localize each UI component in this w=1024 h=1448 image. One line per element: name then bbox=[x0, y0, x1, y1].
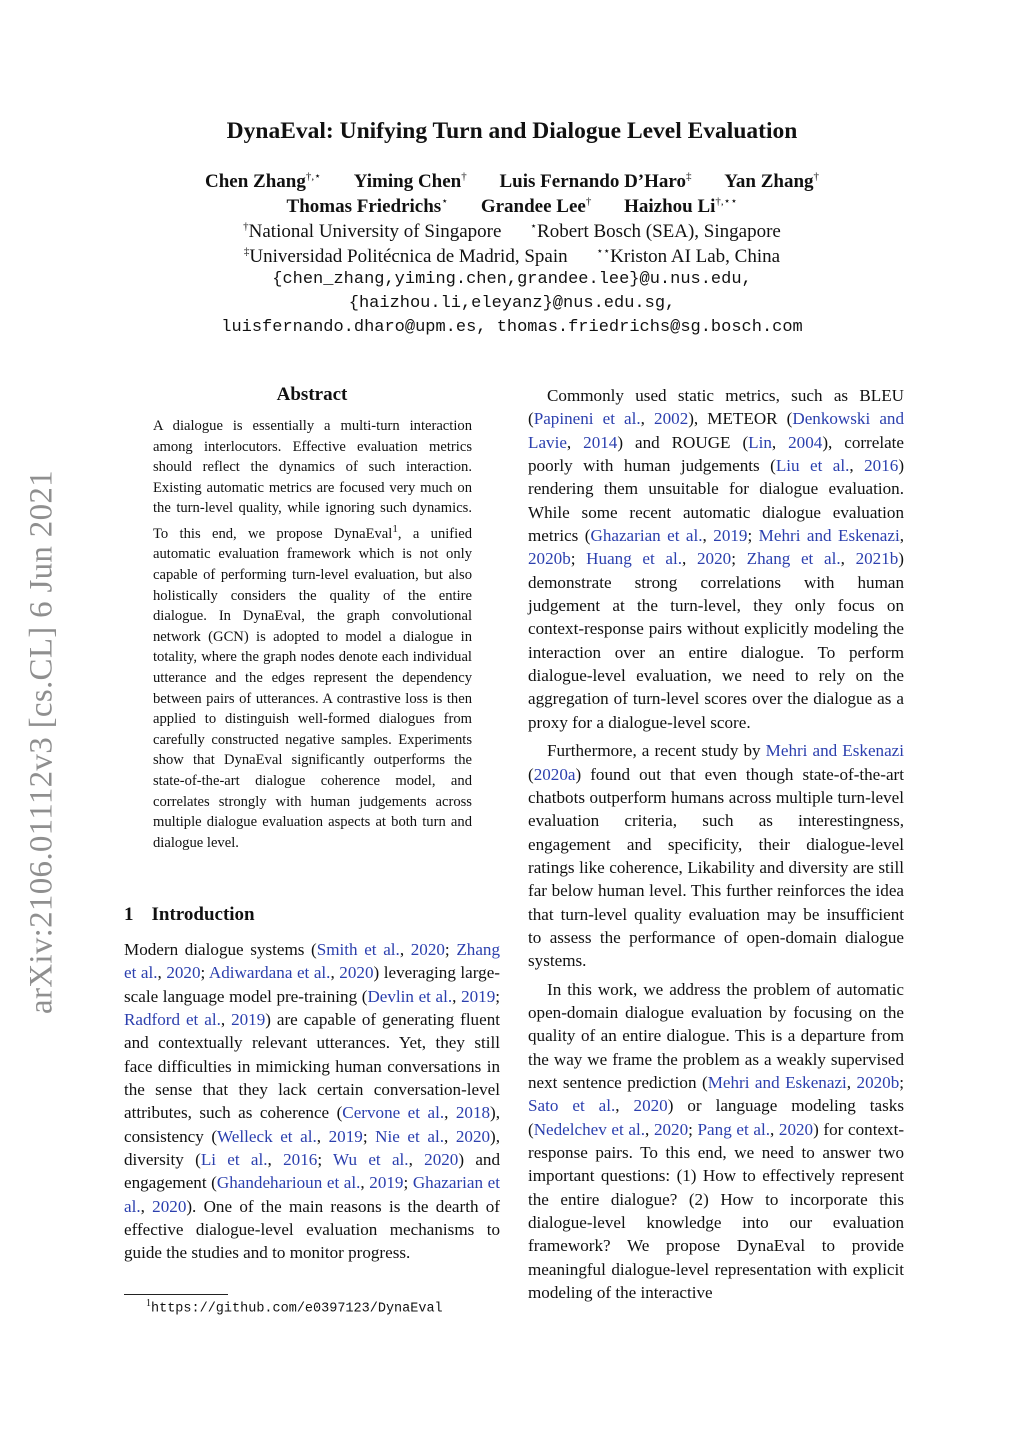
affiliation-row-2 bbox=[0, 245, 1024, 268]
citation-link[interactable]: 2004 bbox=[788, 432, 823, 452]
footnote-marker[interactable]: 1 bbox=[392, 522, 398, 535]
citation-link[interactable]: Zhang et al. bbox=[124, 940, 500, 983]
citation-link[interactable]: Smith et al. bbox=[316, 940, 400, 959]
citation-link[interactable]: Mehri and Eskenazi bbox=[758, 526, 900, 546]
citation-link[interactable]: Li et al. bbox=[200, 1150, 268, 1170]
abstract-heading: Abstract bbox=[276, 384, 348, 405]
citation-link[interactable]: Ghazarian et al. bbox=[590, 526, 703, 546]
author: Haizhou Li†,⋆⋆ bbox=[624, 196, 738, 218]
citation-link[interactable]: 2019 bbox=[713, 526, 748, 546]
citation-link[interactable]: Zhang et al. bbox=[746, 549, 841, 569]
email-line: {haizhou.li,eleyanz}@nus.edu.sg, bbox=[348, 294, 676, 313]
citation-link[interactable]: 2019 bbox=[231, 1010, 266, 1030]
arxiv-identifier: arXiv:2106.01112v3 [cs.CL] 6 Jun 2021 bbox=[23, 470, 60, 1014]
citation-link[interactable]: Mehri and Eskenazi bbox=[765, 741, 904, 761]
citation-link[interactable]: Welleck et al. bbox=[217, 1126, 317, 1146]
citation-link[interactable]: 2020 bbox=[339, 963, 374, 983]
citation-link[interactable]: Wu et al. bbox=[333, 1150, 409, 1170]
footnote-url[interactable]: https://github.com/e0397123/DynaEval bbox=[151, 1301, 443, 1317]
citation-link[interactable]: Papineni et al. bbox=[533, 409, 641, 429]
citation-link[interactable]: 2020b bbox=[856, 1072, 900, 1092]
citation-link[interactable]: Liu et al. bbox=[775, 456, 850, 476]
citation-link[interactable]: 2020 bbox=[424, 1150, 459, 1170]
section-heading: 1 Introduction bbox=[124, 904, 255, 925]
citation-link[interactable]: 2020 bbox=[166, 963, 201, 983]
citation-link[interactable]: 2021b bbox=[855, 549, 899, 569]
citation-link[interactable]: 2020 bbox=[697, 549, 732, 569]
author: Luis Fernando D’Haro‡ bbox=[499, 171, 692, 193]
citation-link[interactable]: Mehri and Eskenazi bbox=[707, 1072, 847, 1092]
footnote: $^1$https://github.com/e0397123/DynaEval bbox=[146, 1298, 443, 1317]
citation-link[interactable]: 2019 bbox=[328, 1126, 363, 1146]
citation-link[interactable]: Sato et al. bbox=[528, 1096, 616, 1116]
citation-link[interactable]: Ghandeharioun et al. bbox=[216, 1173, 361, 1193]
citation-link[interactable]: Devlin et al. bbox=[367, 986, 453, 1006]
citation-link[interactable]: Adiwardana et al. bbox=[208, 963, 331, 983]
citation-link[interactable]: Radford et al. bbox=[124, 1010, 221, 1030]
citation-link[interactable]: Lin bbox=[748, 432, 772, 452]
citation-link[interactable]: Cervone et al. bbox=[342, 1103, 445, 1123]
author: Yan Zhang† bbox=[724, 171, 820, 193]
citation-link[interactable]: 2020 bbox=[152, 1196, 187, 1216]
paper-title: DynaEval: Unifying Turn and Dialogue Level Evaluation bbox=[226, 118, 798, 144]
affiliation-row-1 bbox=[0, 220, 1024, 243]
affiliation: ⋆⋆Kriston AI Lab, China bbox=[596, 246, 781, 268]
author-row-2 bbox=[0, 195, 1024, 218]
affiliation: ‡Universidad Politécnica de Madrid, Spain bbox=[243, 246, 568, 268]
author: Grandee Lee† bbox=[480, 196, 592, 218]
affiliation: †National University of Singapore bbox=[243, 221, 502, 243]
author: Thomas Friedrichs⋆ bbox=[286, 196, 449, 218]
citation-link[interactable]: Huang et al. bbox=[586, 549, 683, 569]
citation-link[interactable]: 2018 bbox=[455, 1103, 491, 1123]
citation-link[interactable]: 2020 bbox=[410, 940, 445, 959]
citation-link[interactable]: 2020 bbox=[455, 1126, 491, 1146]
abstract-body: A dialogue is essentially a multi-turn interaction among interlocutors. Effective evaluation metrics should reflect the dynamics of such interaction. Existing automatic metrics are focused very much on the turn-level quality, while ignoring such dynamics. To this end, we propose DynaEval$^1$, a unified automatic evaluation framework which is not only capable of performing turn-level evaluation, but also holistically considers the quality of the entire dialogue. In DynaEval, the graph convolutional network (GCN) is adopted to model a dialogue in totality, where the graph nodes denote each individual utterance and the edges represent the dependency between pairs of utterances. A contrastive loss is then applied to distinguish well-formed dialogues from carefully constructed negative samples. Experiments show that DynaEval significantly outperforms the state-of-the-art dialogue coherence model, and correlates strongly with human judgements across multiple dialogue evaluation aspects at both turn and dialogue level. bbox=[153, 418, 472, 851]
right-column bbox=[528, 384, 904, 1304]
citation-link[interactable]: Nedelchev et al. bbox=[533, 1119, 646, 1139]
author-row-1 bbox=[0, 170, 1024, 193]
citation-link[interactable]: 2020 bbox=[653, 1119, 689, 1139]
affiliation: ⋆Robert Bosch (SEA), Singapore bbox=[530, 221, 781, 243]
citation-link[interactable]: Ghazarian et al. bbox=[124, 1173, 500, 1216]
citation-link[interactable]: 2014 bbox=[583, 432, 618, 452]
citation-link[interactable]: 2019 bbox=[461, 986, 496, 1006]
citation-link[interactable]: 2016 bbox=[864, 456, 899, 476]
author: Chen Zhang†,⋆ bbox=[204, 171, 321, 193]
paragraph: Furthermore, a recent study by Mehri and Eskenazi (2020a) found out that even though state-of-the-art chatbots outperform humans across multiple turn-level evaluation criteria, such as interestingness, engagement and specificity, their dialogue-level ratings like coherence, Likability and diversity are still far below human level. This further reinforces the idea that turn-level quality evaluation may be insufficient to assess the performance of open-domain dialogue systems. bbox=[528, 741, 904, 971]
intro-paragraph: Modern dialogue systems (Smith et al., 2020; Zhang et al., 2020; Adiwardana et al., 2020) leveraging large-scale language model pre-training (Devlin et al., 2019; Radford et al., 2019) are capable of generating fluent and contextually relevant utterances. Yet, they still face difficulties in mimicking human conversations in the sense that they lack certain conversation-level attributes, such as coherence (Cervone et al., 2018), consistency (Welleck et al., 2019; Nie et al., 2020), diversity (Li et al., 2016; Wu et al., 2020) and engagement (Ghandeharioun et al., 2019; Ghazarian et al., 2020). One of the main reasons is the dearth of effective dialogue-level evaluation mechanisms to guide the studies and to monitor progress. bbox=[124, 940, 501, 1263]
footnote-rule bbox=[124, 1294, 228, 1295]
citation-link[interactable]: 2002 bbox=[654, 409, 689, 429]
citation-link[interactable]: 2020 bbox=[633, 1096, 668, 1116]
citation-link[interactable]: Pang et al. bbox=[697, 1119, 770, 1139]
citation-link[interactable]: Denkowski and Lavie bbox=[528, 409, 904, 452]
citation-link[interactable]: Nie et al. bbox=[375, 1126, 444, 1146]
citation-link[interactable]: 2020a bbox=[533, 764, 576, 784]
citation-link[interactable]: 2020 bbox=[778, 1119, 814, 1139]
author: Yiming Chen† bbox=[353, 171, 467, 193]
citation-link[interactable]: 2019 bbox=[369, 1173, 404, 1193]
email-line: {chen_zhang,yiming.chen,grandee.lee}@u.nus.edu, bbox=[272, 270, 752, 289]
email-line: luisfernando.dharo@upm.es, thomas.friedrichs@sg.bosch.com bbox=[221, 318, 803, 337]
citation-link[interactable]: 2020b bbox=[528, 549, 571, 569]
paragraph: In this work, we address the problem of automatic open-domain dialogue evaluation by focusing on the quality of an entire dialogue. This is a departure from the way we frame the problem as a weakly supervised next sentence prediction (Mehri and Eskenazi, 2020b; Sato et al., 2020) or language modeling tasks (Nedelchev et al., 2020; Pang et al., 2020) for context-response pairs. To this end, we need to answer two important questions: (1) How to effectively represent the entire dialogue? (2) How to incorporate this dialogue-level knowledge into our evaluation framework? We propose DynaEval to provide meaningful dialogue-level representation with explicit modeling of the interactive bbox=[528, 979, 905, 1303]
citation-link[interactable]: 2016 bbox=[283, 1150, 318, 1170]
paragraph: Commonly used static metrics, such as BLEU (Papineni et al., 2002), METEOR (Denkowski and Lavie, 2014) and ROUGE (Lin, 2004), correlate poorly with human judgements (Liu et al., 2016) rendering them unsuitable for dialogue evaluation. While some recent automatic dialogue evaluation metrics (Ghazarian et al., 2019; Mehri and Eskenazi, 2020b; Huang et al., 2020; Zhang et al., 2021b) demonstrate strong correlations with human judgement at the turn-level, they only focus on context-response pairs without explicitly modeling the interaction over an entire dialogue. To perform dialogue-level evaluation, we need to rely on the aggregation of turn-level scores over the dialogue as a proxy for a dialogue-level score. bbox=[528, 386, 905, 732]
